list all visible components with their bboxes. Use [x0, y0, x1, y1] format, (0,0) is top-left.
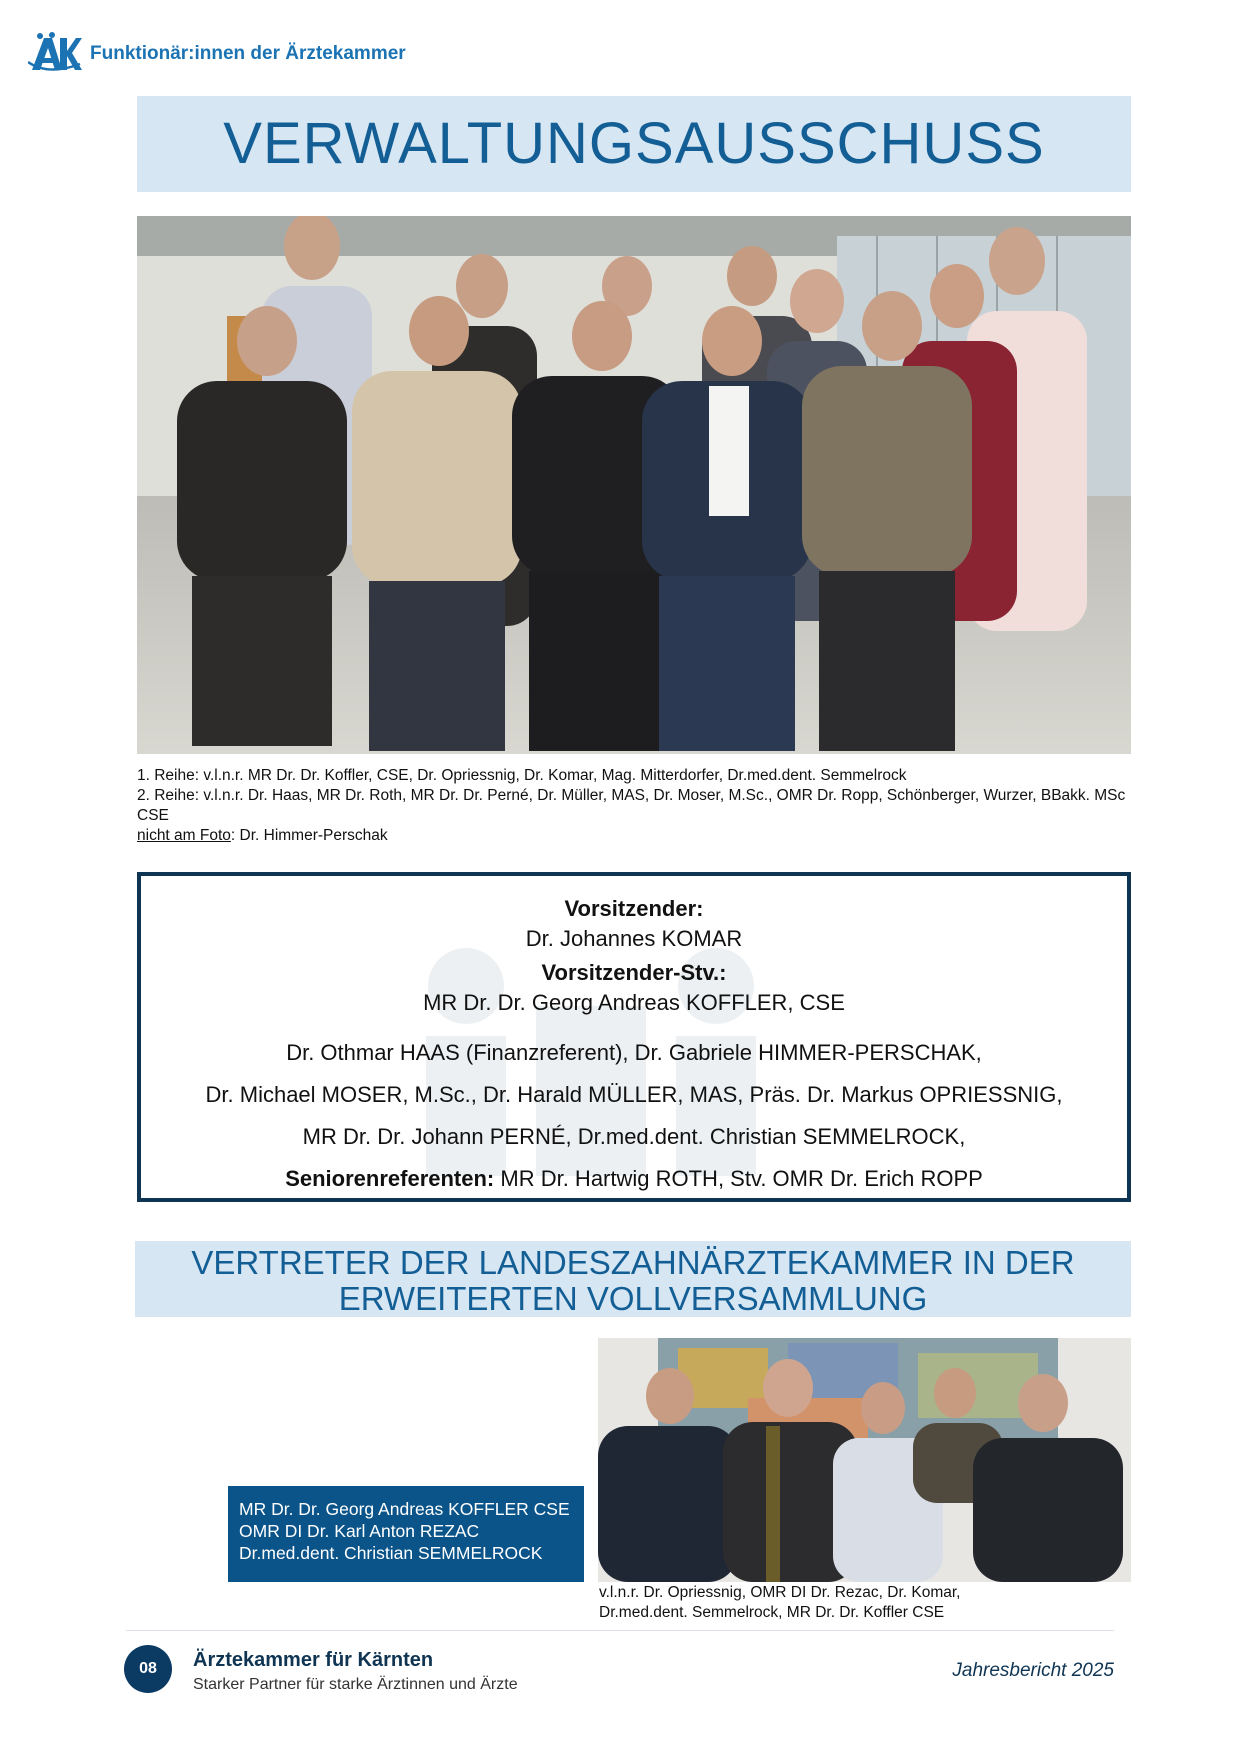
senior-names: MR Dr. Hartwig ROTH, Stv. OMR Dr. Erich ROPP — [494, 1166, 983, 1191]
members-line-1: Dr. Othmar HAAS (Finanzreferent), Dr. Gabriele HIMMER-PERSCHAK, — [286, 1040, 982, 1065]
representative-item: Dr.med.dent. Christian SEMMELROCK — [239, 1543, 543, 1563]
caption-absent-names: : Dr. Himmer-Perschak — [230, 827, 388, 844]
chair-label: Vorsitzender: — [564, 896, 704, 921]
chair-name: Dr. Johannes KOMAR — [525, 926, 743, 951]
committee-members-box — [137, 872, 1131, 1202]
senior-label: Seniorenreferenten: — [285, 1166, 495, 1191]
caption-row-1: 1. Reihe: v.l.n.r. MR Dr. Dr. Koffler, CSE, Dr. Opriessnig, Dr. Komar, Mag. Mitterdorfer, Dr.med.dent. Semmelrock — [137, 767, 907, 784]
group-photo-verwaltungsausschuss — [137, 216, 1131, 754]
caption2-line-2: Dr.med.dent. Semmelrock, MR Dr. Dr. Koffler CSE — [599, 1604, 945, 1621]
deputy-label: Vorsitzender-Stv.: — [541, 960, 727, 985]
photo-caption-verwaltungsausschuss — [137, 766, 1131, 846]
aerztekammer-logo — [28, 32, 82, 76]
header-title: Funktionär:innen der Ärztekammer — [90, 43, 406, 64]
photo-caption-vertreter — [599, 1583, 1119, 1623]
footer-report-title: Jahresbericht 2025 — [952, 1660, 1114, 1681]
caption-row-2: 2. Reihe: v.l.n.r. Dr. Haas, MR Dr. Roth, MR Dr. Dr. Perné, Dr. Müller, MAS, Dr. Moser, M.Sc., OMR Dr. Ropp, Schönberger, Wurzer, BBakk. MSc CSE — [137, 787, 1126, 824]
caption-absent — [137, 826, 1131, 846]
representative-item: MR Dr. Dr. Georg Andreas KOFFLER CSE — [239, 1499, 570, 1519]
section-title-vertreter — [135, 1241, 1131, 1317]
representatives-box — [228, 1486, 584, 1582]
footer-slogan: Starker Partner für starke Ärztinnen und Ärzte — [193, 1676, 518, 1693]
caption-absent-label: nicht am Foto — [137, 827, 231, 844]
members-line-2: Dr. Michael MOSER, M.Sc., Dr. Harald MÜLLER, MAS, Präs. Dr. Markus OPRIESSNIG, — [205, 1082, 1063, 1107]
section-title-line-1: VERTRETER DER LANDESZAHNÄRZTEKAMMER IN DER — [191, 1244, 1075, 1281]
representative-item: OMR DI Dr. Karl Anton REZAC — [239, 1521, 480, 1541]
senior-referents-line — [141, 1166, 1127, 1192]
deputy-name: MR Dr. Dr. Georg Andreas KOFFLER, CSE — [423, 990, 845, 1015]
caption2-line-1: v.l.n.r. Dr. Opriessnig, OMR DI Dr. Rezac, Dr. Komar, — [599, 1584, 961, 1601]
group-photo-vertreter — [598, 1338, 1131, 1582]
section-title-verwaltungsausschuss: VERWALTUNGSAUSSCHUSS — [137, 96, 1131, 192]
members-line-3: MR Dr. Dr. Johann PERNÉ, Dr.med.dent. Christian SEMMELROCK, — [302, 1124, 966, 1149]
section-title-line-2: ERWEITERTEN VOLLVERSAMMLUNG — [338, 1280, 928, 1317]
footer-org-name: Ärztekammer für Kärnten — [193, 1649, 434, 1671]
footer-divider — [126, 1630, 1114, 1631]
page-number-badge: 08 — [124, 1645, 172, 1693]
